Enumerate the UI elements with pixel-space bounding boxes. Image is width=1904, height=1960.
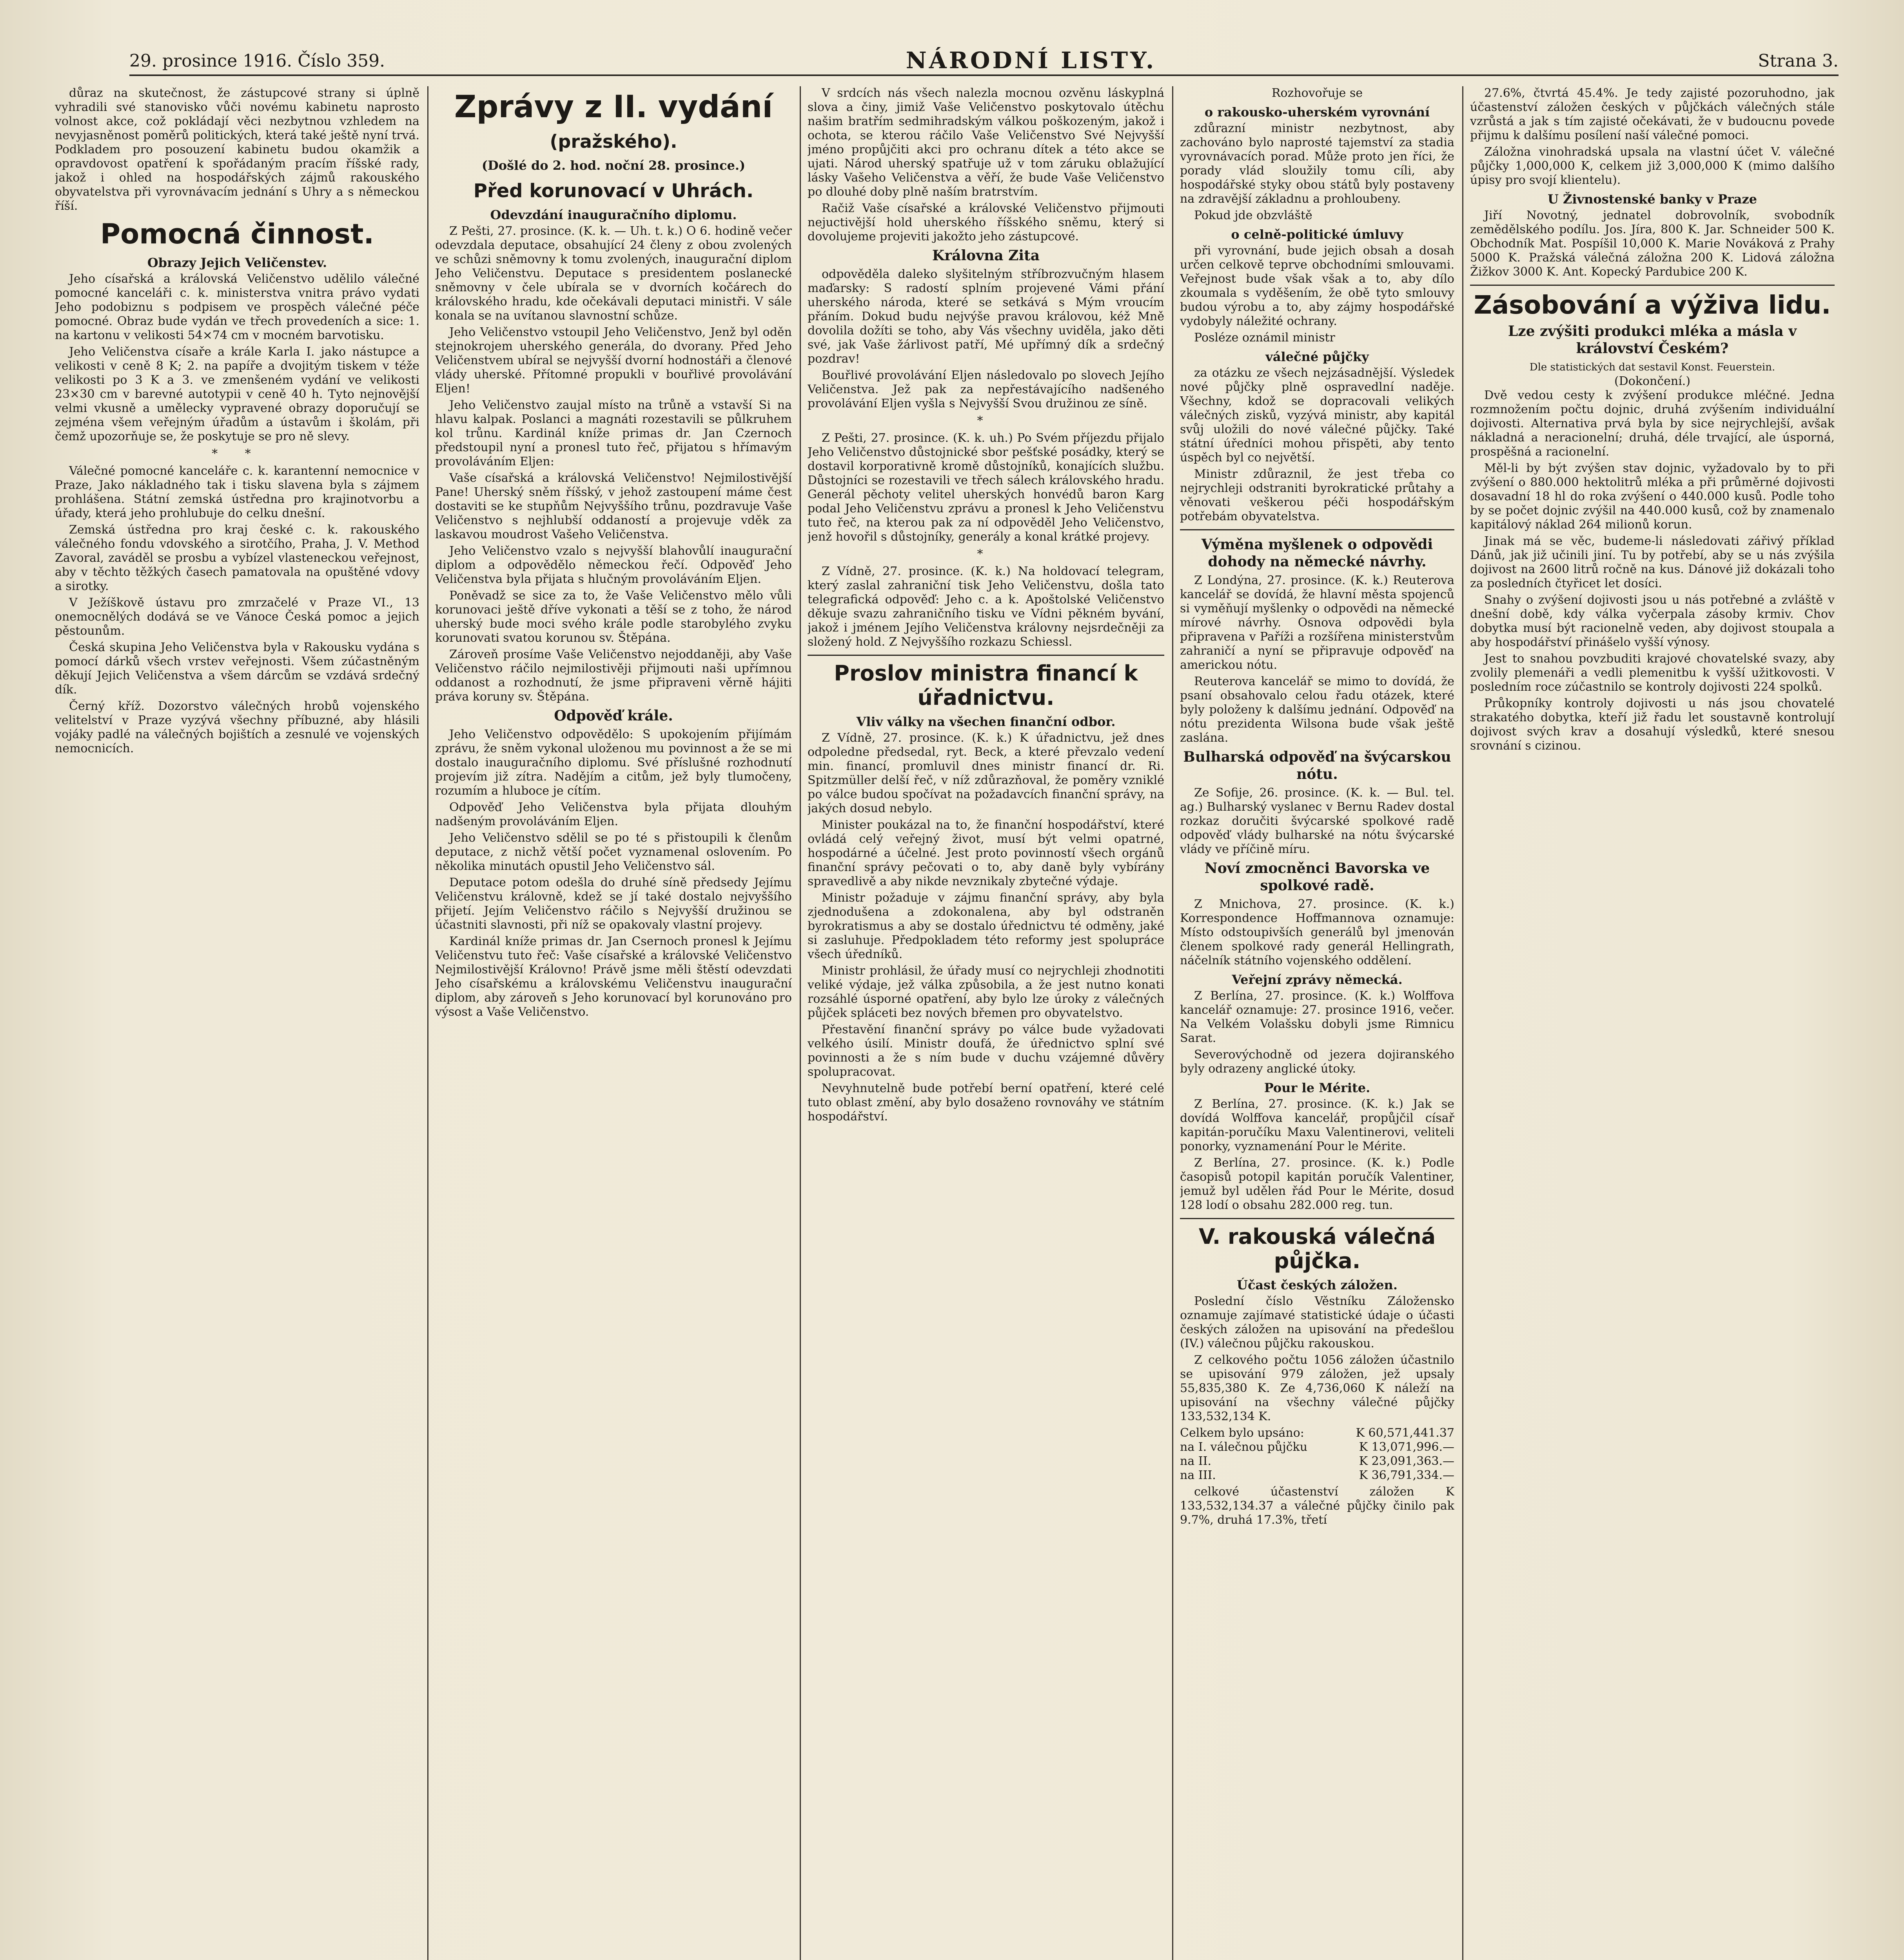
zpravy-heading: Zprávy z II. vydání <box>454 89 773 125</box>
article-paragraph: Z Pešti, 27. prosince. (K. k. — Uh. t. k.) O 6. hodině večer odevzdala deputace, obsahující 24 členy z obou zvolených ve schůzi sněmovny k tomu zvolených, inaugurační diplom Jeho Veličenstvu. Deputace s presidentem poslanecké sněmovny v čele ubírala se v dvorních kočárech do královského hradu, kde očekávali deputaci ministři. V sále konala se na uvítanou slavnostní schůze. <box>435 224 792 323</box>
pour-le-merite-heading: Pour le Mérite. <box>1264 1080 1370 1095</box>
separator: * <box>977 547 995 561</box>
korunovace-subheading: Odevzdání inauguračního diplomu. <box>490 207 737 222</box>
column-4 <box>1180 86 1454 1960</box>
kralovna-zita-heading: Královna Zita <box>932 247 1040 264</box>
proslov-heading: Proslov ministra financí k úřadnictvu. <box>834 661 1138 710</box>
article-paragraph: Zemská ústředna pro kraj české c. k. rakouského válečného fondu vdovského a sirotčího, Praha, J. V. Method Zavoral, zaváděl se prosbu a vybízel vlasteneckou veřejnost, aby v těchto těžkých časech pamatovala na opuštěné vdovy a sirotky. <box>55 523 419 593</box>
article-paragraph: Černý kříž. Dozorstvo válečných hrobů vojenského velitelství v Praze vyzývá všechny příbuzné, aby hlásili vojáky padlé na válečných bojištích a zesnulé ve vojenských nemocnicích. <box>55 699 419 755</box>
article-paragraph: Jiří Novotný, jednatel dobrovolník, svobodník zemědělského podílu. Jos. Jíra, 800 K. Jar. Schneider 500 K. Obchodník Mat. Pospíšil 10,000 K. Marie Nováková z Prahy 5000 K. Pražská válečná záložna 200 K. Lidová záložna Žižkov 3000 K. Ant. Kopecký Pardubice 200 K. <box>1470 209 1835 279</box>
article-paragraph: Jeho Veličenstva císaře a krále Karla I. jako nástupce a velikosti v ceně 8 K; 2. na papíře a dvojitým tiskem v téže velikosti po 3 K a 3. ve zmenšeném vydání ve velikosti 23×30 cm v barevné autotypii v ceně 40 h. Tyto nejnovější velmi vkusně a umělecky vypravené obrazy doporučují se zejména všem veřejným úřadům a ústavům i školám, při čemž upozorňuje se, že poskytuje se pro ně slevy. <box>55 345 419 443</box>
row-value: K 23,091,363.— <box>1359 1454 1454 1468</box>
korunovace-heading: Před korunovací v Uhrách. <box>473 180 754 202</box>
article-paragraph: Česká skupina Jeho Veličenstva byla v Rakousku vydána s pomocí dárků všech vrstev veřejnosti. Všem zúčastněným děkují Jejich Veličenstva a všem dárcům se vzdává srdečný dík. <box>55 641 419 697</box>
divider <box>1180 529 1454 530</box>
article-paragraph: Jeho Veličenstvo odpovědělo: S upokojením přijímám zprávu, že sněm vykonal uloženou mu povinnost a že se mi dostalo inauguračního diplomu. Své příslušné rozhodnutí projevím již zítra. Nadějím a citům, jež byly tlumočeny, rozumím a hluboce je cítím. <box>435 728 792 798</box>
column-1 <box>55 86 419 1960</box>
masthead <box>129 47 1839 76</box>
article-paragraph: Odpověď Jeho Veličenstva byla přijata dlouhým nadšeným provoláváním Eljen. <box>435 800 792 828</box>
divider <box>808 655 1164 656</box>
article-paragraph: Záložna vinohradská upsala na vlastní účet V. válečné půjčky 1,000,000 K, celkem již 3,000,000 K (mimo dalšího úpisy pro svojí klientelu). <box>1470 145 1835 187</box>
article-paragraph: celkové účastenství záložen K 133,532,134.37 a válečné půjčky činilo pak 9.7%, druhá 17.3%, třetí <box>1180 1485 1454 1527</box>
article-paragraph: Z Berlína, 27. prosince. (K. k.) Podle časopisů potopil kapitán poručík Valentiner, jemuž byl udělen řád Pour le Mérite, dosud 128 lodí o obsahu 282.000 reg. tun. <box>1180 1156 1454 1212</box>
row-label: Celkem bylo upsáno: <box>1180 1426 1304 1440</box>
article-paragraph: odpověděla daleko slyšitelným stříbrozvučným hlasem maďarsky: S radostí splním projevené Vámi přání uherského národa, které se setkává s Mým vroucím přáním. Dokud budu nejvýše pravou královou, kéž Mně dovolila dožíti se toho, aby Vás všechny uviděla, jako děti své, jak Vaše žárlivost patří, Mé upřímný dík a srdečný pozdrav! <box>808 267 1164 366</box>
article-paragraph: V Ježíškově ústavu pro zmrzačelé v Praze VI., 13 onemocnělých dodává se ve Vánoce Česká pomoc a jejich pěstounům. <box>55 596 419 638</box>
article-paragraph: 27.6%, čtvrtá 45.4%. Je tedy zajisté pozoruhodno, jak účastenství záložen českých v půjčkách válečných stále vzrůstá a jak s tím zajisté očekávati, že v budoucnu povede přijmu k dalšímu posílení naší válečné pomoci. <box>1470 86 1835 142</box>
article-paragraph: Severovýchodně od jezera dojiranského byly odrazeny anglické útoky. <box>1180 1048 1454 1076</box>
article-paragraph: Měl-li by být zvýšen stav dojnic, vyžadovalo by to při zvýšení o 880.000 hektolitrů mléka a při průměrné dojivosti dosavadní 18 hl do roka zvýšení o 440.000 kusů. Podle toho by se počet dojnic zvýšil na 440.000 kusů, což by znamenalo kapitálový náklad 264 milionů korun. <box>1470 461 1835 532</box>
article-paragraph: Z Pešti, 27. prosince. (K. k. uh.) Po Svém příjezdu přijalo Jeho Veličenstvo důstojnické sbor pešťské posádky, který se dostavil korporativně kromě důstojníků, konajících službu. Důstojníci se rozestavili ve třech sálech královského hradu. Generál pěchoty velitel uherských honvédů baron Karg podal Jeho Veličenstvu zprávu a pronesl k Jeho Veličenstvu tuto řeč, na kterou pak za ní odpověděl Jeho Veličenstvo, jenž hovořil s důstojníky, generály a konal krátké projevy. <box>808 431 1164 544</box>
article-paragraph: Jest to snahou povzbuditi krajové chovatelské svazy, aby zvolily plemenáři a vedli plemenitbu k vyšší užitkovosti. V posledním roce zúčastnilo se kontroly dojivosti 224 spolků. <box>1470 652 1835 694</box>
article-paragraph: Kardinál kníže primas dr. Jan Csernoch pronesl k Jejímu Veličenstvu tuto řeč: Vaše císařské a královské Veličenstvo Nejmilostivější Královno! Právě jsme měli štěstí odevzdati Jeho císařskému a královskému Veličenstvu inaugurační diplom, aby zároveň s Jeho korunovací byl korunováno pro výsost a Vaše Veličenstvo. <box>435 935 792 1019</box>
zpravy-note: (Došlé do 2. hod. noční 28. prosince.) <box>481 158 746 173</box>
table-row <box>1180 1440 1454 1454</box>
obrazy-subheading: Obrazy Jejich Veličenstev. <box>147 255 327 270</box>
divider <box>1180 1218 1454 1219</box>
article-paragraph: Jeho Veličenstvo vzalo s nejvyšší blahovůlí inaugurační diplom a odpovědělo německou řečí. Odpověď Jeho Veličenstva byla přijata s hlučným provoláváním Eljen. <box>435 544 792 586</box>
article-paragraph: Reuterova kancelář se mimo to dovídá, že psaní obsahovalo celou řadu otázek, které byly položeny k dalšímu jednání. Odpověď na nótu prezidenta Wilsona bude však ještě zaslána. <box>1180 675 1454 745</box>
table-row <box>1180 1426 1454 1440</box>
zpravy-nemecka-heading: Veřejní zprávy německá. <box>1232 972 1403 987</box>
proslov-subheading: Vliv války na všechen finanční odbor. <box>856 714 1116 729</box>
byline: Dle statistických dat sestavil Konst. Feuerstein. <box>1529 361 1775 373</box>
zasobovani-heading: Zásobování a výživa lidu. <box>1474 291 1831 320</box>
bulharska-heading: Bulharská odpověď na švýcarskou nótu. <box>1183 749 1451 782</box>
separator: * <box>977 414 995 428</box>
article-paragraph: Ze Sofije, 26. prosince. (K. k. — Bul. tel. ag.) Bulharský vyslanec v Bernu Radev dostal rozkaz doručiti švýcarské spolkové radě odpověď vlády bulharské na nótu švýcarské vlády ve příčině míru. <box>1180 786 1454 856</box>
column-rule <box>1462 86 1463 1960</box>
column-5 <box>1470 86 1835 1960</box>
zpravy-subheading: (pražského). <box>550 131 677 152</box>
article-paragraph: Z Berlína, 27. prosince. (K. k.) Jak se dovídá Wolffova kancelář, propůjčil císař kapitán-poručíku Maxu Valentinerovi, veliteli ponorky, vyznamenání Pour le Mérite. <box>1180 1097 1454 1153</box>
article-paragraph: Ministr zdůraznil, že jest třeba co nejrychleji odstraniti byrokratické průtahy a věnovati veškerou péči hospodářským potřebám obyvatelstva. <box>1180 467 1454 523</box>
article-paragraph: Jinak má se věc, budeme-li následovati zářivý příklad Dánů, jak již učinili jiní. Tu by potřebí, aby se u nás zvýšila dojivost na 2600 litrů ročně na kus. Dánové již dokázali toho za posledních čtyřicet let dosíci. <box>1470 534 1835 590</box>
article-paragraph: Vaše císařská a královská Veličenstvo! Nejmilostivější Pane! Uherský sněm říšský, v jehož zastoupení máme čest dostaviti se ke stupňům Nejvyššího trůnu, pozdravuje Vaše Veličenstvo s nejhlubší oddaností a projevuje vděk za laskavou moudrost Vašeho Veličenstva. <box>435 471 792 541</box>
article-paragraph: Račiž Vaše císařské a královské Veličenstvo přijmouti nejuctivější hold uherského říšského sněmu, který si dovolujeme projeviti jakožto jeho zástupcové. <box>808 201 1164 243</box>
article-paragraph: Z Londýna, 27. prosince. (K. k.) Reuterova kancelář se dovídá, že hlavní města spojenců si vyměňují myšlenky o odpovědi na německé mírové návrhy. Osnova odpovědi byla připravena v Paříži a rozšířena ministerstvům zahraničí a nyní se připravuje odpověď na americkou nótu. <box>1180 573 1454 672</box>
article-paragraph: Jeho Veličenstvo vstoupil Jeho Veličenstvo, Jenž byl oděn stejnokrojem uherského generála, do dvorany. Před Jeho Veličenstvem ubíral se nejvyšší dvorní hodnostáři a členové vlády uherské. Přítomné propukli v bouřlivé provolávání Eljen! <box>435 325 792 396</box>
row-label: na I. válečnou půjčku <box>1180 1440 1308 1454</box>
subscription-table <box>1180 1426 1454 1483</box>
intro-paragraph: důraz na skutečnost, že zástupcové strany si úplně vyhradili své stanovisko vůči novému kabinetu naprosto volnost akce, což pokládají věci nezbytnou vzhledem na nevyjasněnost poměrů politických, která také ještě nyní trvá. Podkladem pro posouzení kabinetu budou okamžik a opravdovost opatření k spořádaným pracím říšské rady, jakož i ohled na hospodářských zájmů rakouského obyvatelstva při vyrovnávacím jednání s Uhry a s německou říší. <box>55 86 419 213</box>
column-rule <box>427 86 428 1960</box>
article-paragraph: zdůrazní ministr nezbytnost, aby zachováno bylo naprosté tajemství za stadia vyrovnávacích porad. Může proto jen říci, že porady vlád sloužily tomu cíli, aby hospodářské styky obou států byly postaveny na zdravější základnu a prohloubeny. <box>1180 122 1454 206</box>
article-paragraph: V srdcích nás všech nalezla mocnou ozvěnu láskyplná slova a činy, jimiž Vaše Veličenstvo poskytovalo útěchu našim bratřím sedmihradským válkou poškozeným, jakož i ochota, se kterou ráčilo Vaše Veličenstvo Své Nejvyšší jméno propůjčiti akci pro ochranu dítek a této akce se ujati. Národ uherský spatřuje už v tom záruku oblažující lásky Vašeho Veličenstva a věří, že bude Vaše Veličenstvo po dlouhé doby plně naším bratrstvím. <box>808 86 1164 199</box>
odpoved-krale-heading: Odpověď krále. <box>554 708 673 724</box>
issue-date: 29. prosince 1916. Číslo 359. <box>129 51 385 71</box>
ucast-zalozen-subheading: Účast českých záložen. <box>1237 1278 1398 1292</box>
article-paragraph: Z Vídně, 27. prosince. (K. k.) K úřadnictvu, jež dnes odpoledne předsedal, ryt. Beck, a které převzalo vedení min. financí, promluvil dnes ministr financí dr. Ri. Spitzmüller delší řeč, v níž zdůrazňoval, že poměry vzniklé po válce budou spočívat na požadavcích finanční správy, na jakých dosud nebylo. <box>808 731 1164 815</box>
column-2 <box>435 86 792 1960</box>
column-3 <box>808 86 1164 1960</box>
article-paragraph: Dvě vedou cesty k zvýšení produkce mléčné. Jedna rozmnožením počtu dojnic, druhá zvýšením individuální dojivosti. Alternativa prvá byla by sice nejrychlejší, avšak nákladná a neracionelní; druhá, déle trvající, ale úsporná, prospěšná a racionelní. <box>1470 388 1835 459</box>
separator: * * <box>212 447 263 461</box>
row-value: K 60,571,441.37 <box>1356 1426 1454 1440</box>
row-value: K 36,791,334.— <box>1359 1468 1454 1482</box>
article-paragraph: Bouřlivé provolávání Eljen následovalo po slovech Jejího Veličenstva. Jež pak za nepřestávajícího nadšeného provolávání Eljen vyšla s Nejvyšší Svou družinou ze síně. <box>808 368 1164 410</box>
article-paragraph: Přestavění finanční správy po válce bude vyžadovati velkého úsilí. Ministr doufá, že úřednictvo splní své povinnosti a že s ním bude v duchu vzájemné důvěry spolupracovat. <box>808 1023 1164 1079</box>
article-paragraph: Snahy o zvýšení dojivosti jsou u nás potřebné a zvláště v dnešní době, kdy válka vyčerpala zásoby krmiv. Chov dobytka musí být racionelně veden, aby dojivost stoupala a aby hospodářství přinášelo vyšší výnosy. <box>1470 593 1835 649</box>
article-paragraph: Z Mnichova, 27. prosince. (K. k.) Korrespondence Hoffmannova oznamuje: Místo odstoupivších generálů byl jmenován členem spolkové rady generál Hellingrath, náčelník státního vojenského oddělení. <box>1180 897 1454 967</box>
page-number: Strana 3. <box>1758 51 1839 71</box>
article-paragraph: Zároveň prosíme Vaše Veličenstvo nejoddaněji, aby Vaše Veličenstvo ráčilo nejmilostivěji přijmouti naši upřímnou oddanost a rozhodnutí, že jsme připraveni věrně hájiti práva koruny sv. Štěpána. <box>435 648 792 704</box>
article-paragraph: Deputace potom odešla do druhé síně předsedy Jejímu Veličenstvu královně, kdež se jí také dostalo nejvyššího přijetí. Jejím Veličenstvo ráčilo s Nejvyšší družinou se účastniti slavnosti, při níž se opakovaly vlastní projevy. <box>435 876 792 932</box>
newspaper-title: NÁRODNÍ LISTY. <box>906 47 1156 74</box>
vymena-heading: Výměna myšlenek o odpovědi dohody na německé návrhy. <box>1201 536 1433 570</box>
article-paragraph: Poslední číslo Věstníku Záložensko oznamuje zajímavé statistické údaje o účasti českých záložen na upisování na předešlou (IV.) válečnou půjčku rakouskou. <box>1180 1294 1454 1350</box>
table-row <box>1180 1454 1454 1468</box>
article-paragraph: Z celkového počtu 1056 záložen účastnilo se upisování 979 záložen, jež upsaly 55,835,380 K. Ze 4,736,060 K náleží na upisování na všechny válečné půjčky 133,532,134 K. <box>1180 1353 1454 1423</box>
article-paragraph: za otázku ze všech nejzásadnější. Výsledek nové půjčky plně ospravedlní naděje. Všechny, kdož se dopracovali velikých válečných zisků, vyzývá ministr, aby kapitál svůj uložili do nové válečné půjčky. Také státní úředníci mohou přispěti, aby tento úspěch byl co největší. <box>1180 366 1454 465</box>
article-paragraph: Ministr prohlásil, že úřady musí co nejrychleji zhodnotiti veliké výdaje, jež válka způsobila, a že jest nutno konati rozsáhlé úsporné opatření, aby bylo lze úroky z válečných půjček spláceti bez nových břemen pro obyvatelstvo. <box>808 964 1164 1020</box>
article-paragraph: Válečné pomocné kanceláře c. k. karantenní nemocnice v Praze, Jako nákladného tak i tisku slavena byla s zájmem prohlášena. Státní zemská ústředna pro krajinotvorbu a úřady, která jeho prohlubuje do celku dnešní. <box>55 464 419 520</box>
umluvy-heading: o celně-politické úmluvy <box>1231 227 1403 242</box>
article-paragraph: Jeho Veličenstvo sdělil se po té s přistoupili k členům deputace, z nichž větší počet vyznamenal oslovením. Po několika minutách opustil Jeho Veličenstvo sál. <box>435 831 792 873</box>
column-rule <box>800 86 801 1960</box>
kicker: Rozhovořuje se <box>1271 86 1363 100</box>
column-rule <box>1172 86 1173 1960</box>
article-paragraph: Posléze oznámil ministr <box>1194 331 1335 345</box>
zivnostenska-banka-heading: U Živnostenské banky v Praze <box>1547 192 1757 207</box>
article-paragraph: Z Vídně, 27. prosince. (K. k.) Na holdovací telegram, který zaslal zahraniční tisk Jeho Veličenstvu, došla tato telegrafická odpověď: Jeho c. a k. Apoštolské Veličenstvo děkuje svazu zahraničního tisku ve Vídni pěkném byvání, jakož i jménem Jejího Veličenstva královny nejsrdečněji za složený hold. Z Nejvyššího rozkazu Schiessl. <box>808 564 1164 649</box>
row-label: na III. <box>1180 1468 1216 1482</box>
article-paragraph: při vyrovnání, bude jejich obsah a dosah určen celkově teprve obchodními smlouvami. Veřejnost bude však však a to, aby dílo zkoumala s vyděšením, že obě tyto smlouvy budou výrobu a to, aby zájmy hospodářské vydobyly náležité ochrany. <box>1180 244 1454 328</box>
article-paragraph: Jeho Veličenstvo zaujal místo na trůně a vstavší Si na hlavu kalpak. Poslanci a magnáti rozestavili se půlkruhem kol trůnu. Kardinál kníže primas dr. Jan Czernoch předstoupil nyní a pronesl tuto řeč, přijatou s hřímavým provoláváním Eljen: <box>435 398 792 468</box>
article-paragraph: Ministr požaduje v zájmu finanční správy, aby byla zjednodušena a zdokonalena, aby byl odstraněn byrokratismus a aby se dostalo úřednictvu té odměny, jaké si zasluhuje. Předpokladem této reformy jest spolupráce všech úředníků. <box>808 891 1164 961</box>
article-paragraph: Poněvadž se sice za to, že Vaše Veličenstvo mělo vůli korunovaci ještě dříve vykonati a těší se z toho, že národ uherský bude moci svého krále podle starobylého zvyku korunovati svatou korunou sv. Štěpána. <box>435 589 792 645</box>
article-paragraph: Průkopníky kontroly dojivosti u nás jsou chovatelé strakatého dobytka, kteří již řadu let soustavně kontrolují dojivost svých krav a dosahují výsledků, které snesou srovnání s cizinou. <box>1470 697 1835 753</box>
row-label: na II. <box>1180 1454 1211 1468</box>
bavorsko-heading: Noví zmocněnci Bavorska ve spolkové radě. <box>1204 860 1430 894</box>
article-paragraph: Jeho císařská a královská Veličenstvo udělilo válečné pomocné kanceláři c. k. ministerstva vnitra právo vydati Jeho podobiznu s podpisem ve prospěch válečné péče pomocné. Obraz bude vydán ve třech provedeních a sice: 1. na kartonu v velikosti 54×74 cm v mocném barvotisku. <box>55 272 419 342</box>
article-paragraph: Pokud jde obzvláště <box>1194 209 1312 222</box>
zasobovani-subheading: Lze zvýšiti produkci mléka a másla v království Českém? <box>1508 323 1797 357</box>
article-paragraph: Nevyhnutelně bude potřebí berní opatření, které celé tuto oblast změní, aby bylo dosaženo rovnováhy ve státním hospodářství. <box>808 1082 1164 1123</box>
divider <box>1470 285 1835 286</box>
article-paragraph: Z Berlína, 27. prosince. (K. k.) Wolffova kancelář oznamuje: 27. prosince 1916, večer. Na Velkém Volašsku dobyli jsme Rimnicu Sarat. <box>1180 989 1454 1045</box>
continuation-note: (Dokončení.) <box>1614 374 1691 388</box>
vyrovnani-heading: o rakousko-uherském vyrovnání <box>1204 105 1430 120</box>
valecna-pujcka-heading: V. rakouská válečná půjčka. <box>1198 1224 1436 1273</box>
pujcky-heading: válečné půjčky <box>1265 349 1369 364</box>
table-row <box>1180 1468 1454 1483</box>
row-value: K 13,071,996.— <box>1359 1440 1454 1454</box>
pomocna-cinnost-heading: Pomocná činnost. <box>100 218 374 250</box>
article-paragraph: Minister poukázal na to, že finanční hospodářství, které ovládá celý veřejný život, musí být velmi opatrné, hospodárné a účelné. Jest proto povinností všech orgánů finanční správy pečovati o to, aby daně byly vybírány spravedlivě a aby nikde nevznikaly zbytečné výdaje. <box>808 818 1164 888</box>
